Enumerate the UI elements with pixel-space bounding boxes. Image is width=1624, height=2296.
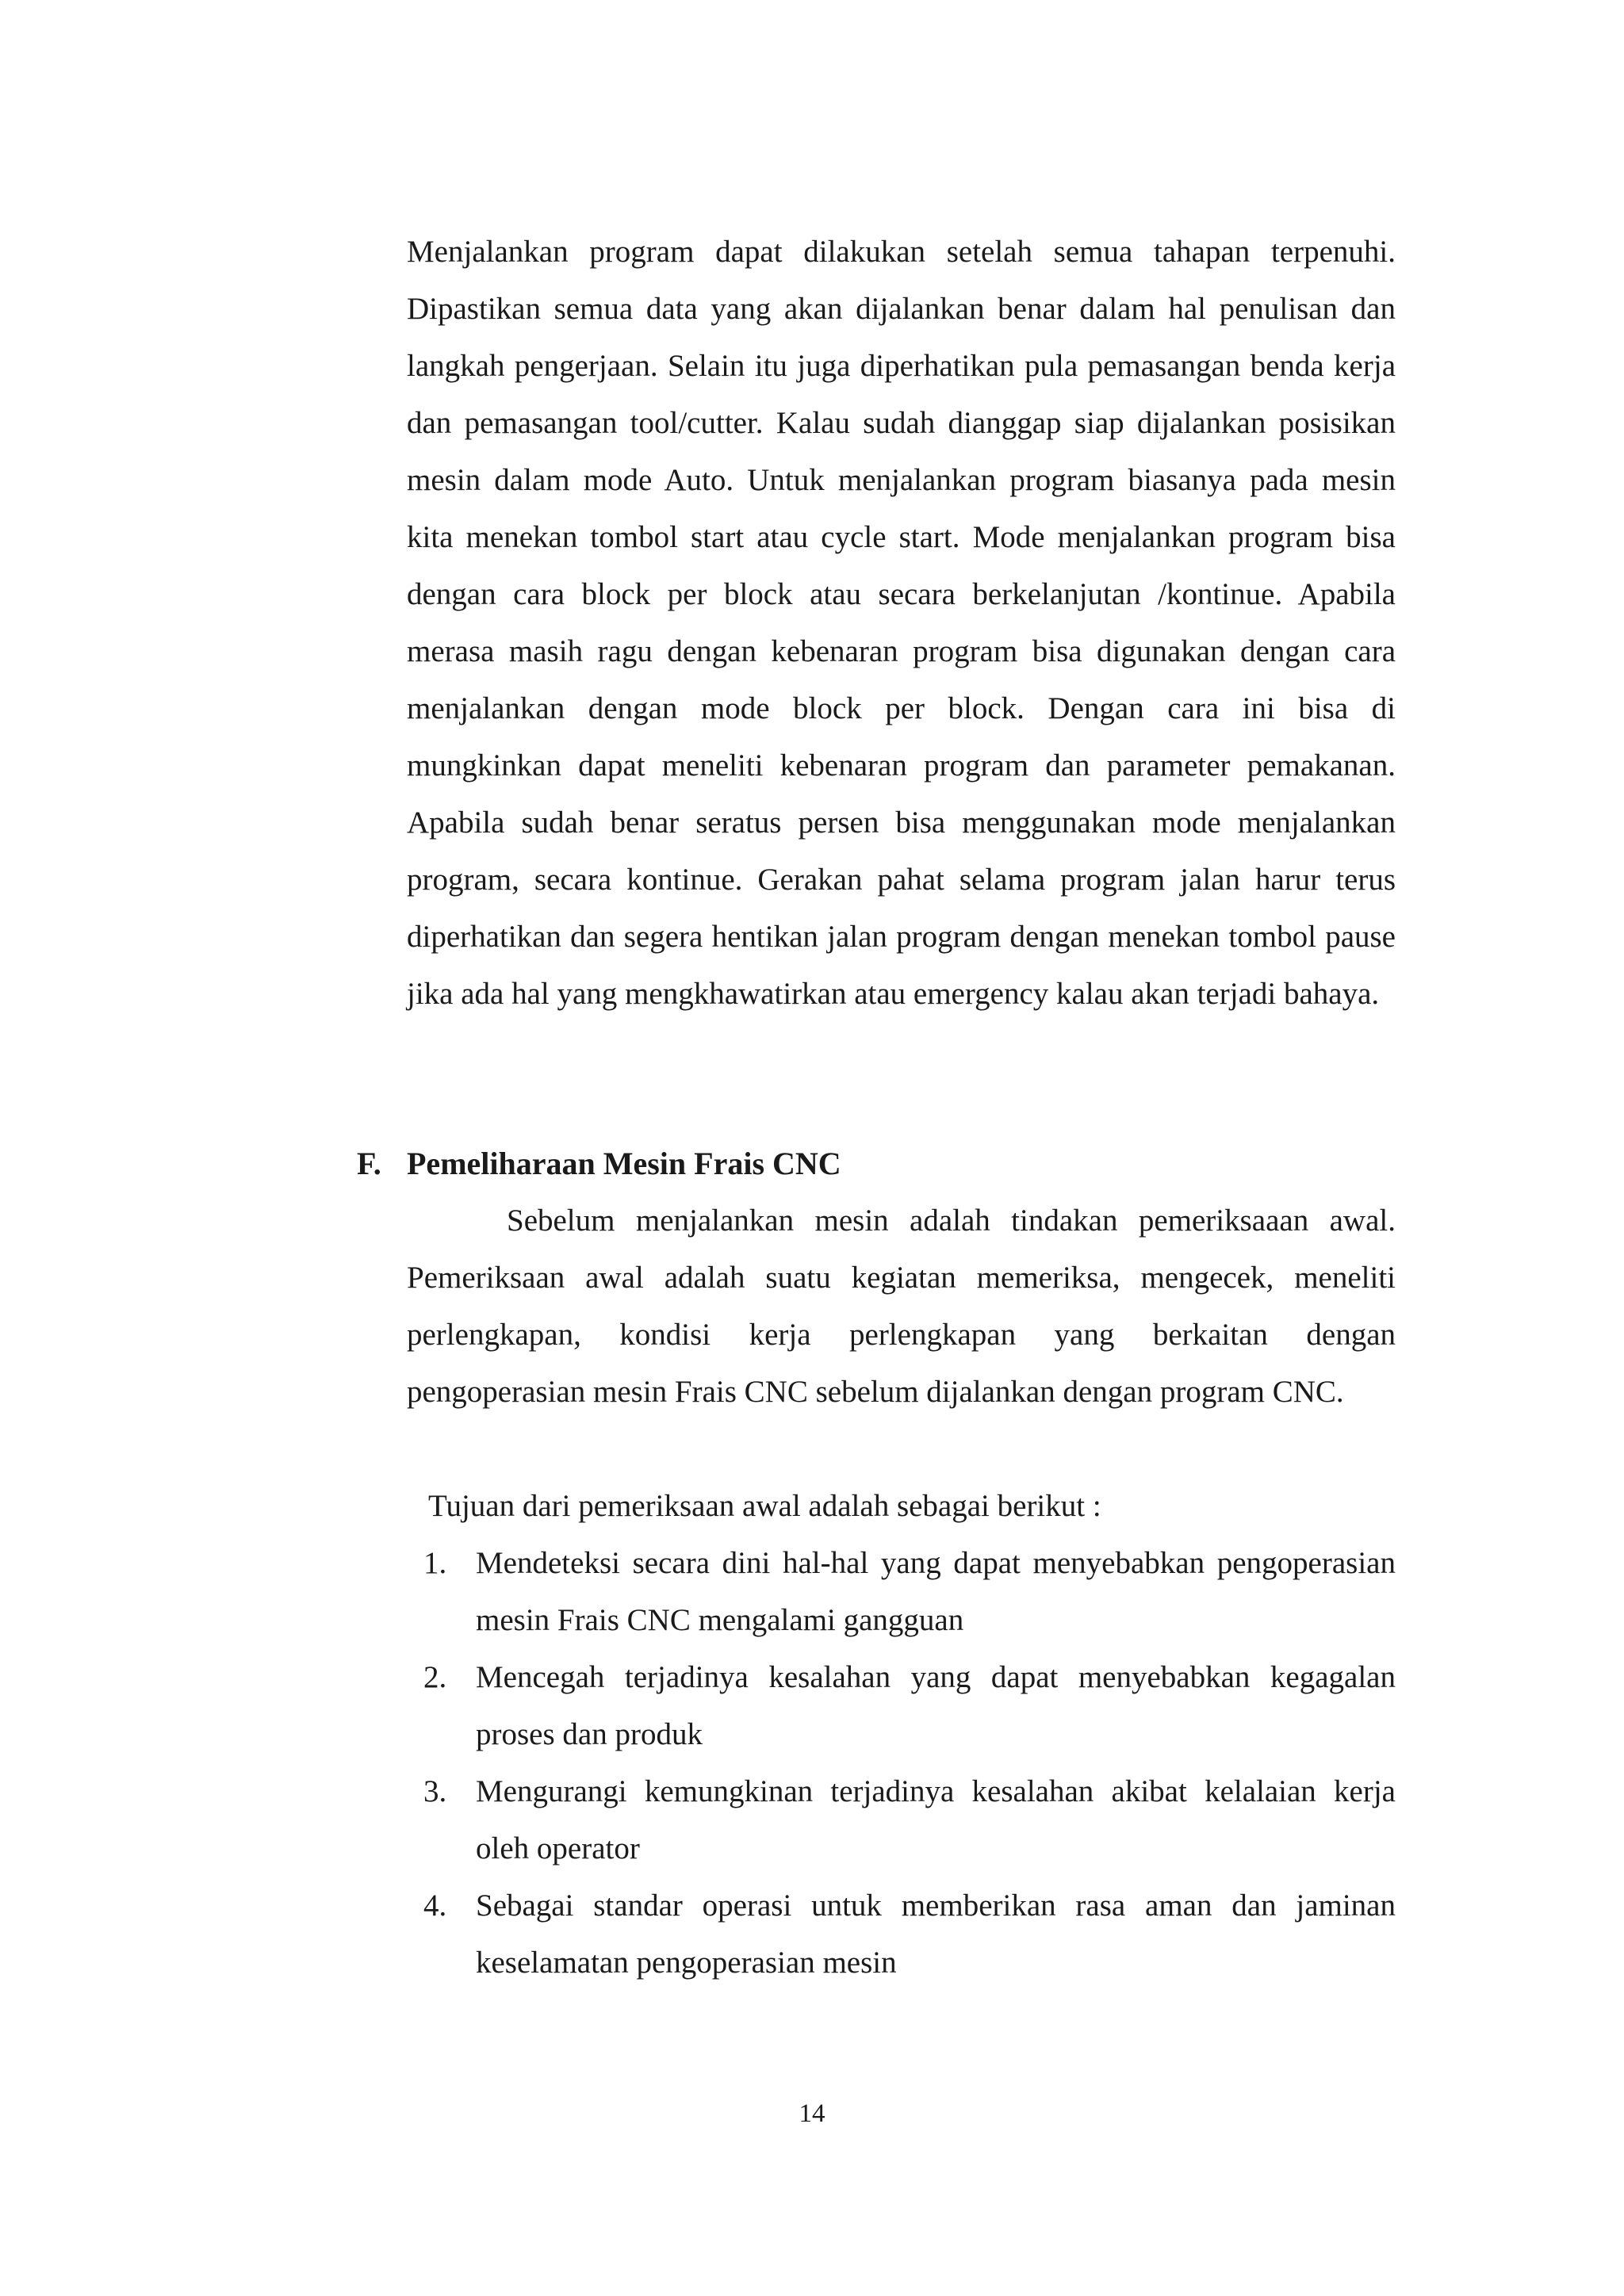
list-item: [423, 1649, 1396, 1763]
section-title: Pemeliharaan Mesin Frais CNC: [407, 1146, 841, 1181]
list-item-number: 2.: [423, 1660, 447, 1694]
goals-list: [423, 1535, 1396, 1992]
section-heading: [357, 1135, 841, 1192]
list-item-number: 4.: [423, 1888, 447, 1923]
page-number: 14: [799, 2099, 825, 2128]
list-item-text: Mengurangi kemungkinan terjadinya kesalahan akibat kelalaian kerja oleh operator: [476, 1774, 1396, 1866]
section-number: F.: [357, 1146, 381, 1181]
list-item-text: Sebagai standar operasi untuk memberikan rasa aman dan jaminan keselamatan pengoperasian mesin: [476, 1888, 1396, 1980]
list-item-text: Mencegah terjadinya kesalahan yang dapat menyebabkan kegagalan proses dan produk: [476, 1660, 1396, 1751]
list-item: [423, 1535, 1396, 1649]
section-paragraph: Sebelum menjalankan mesin adalah tindakan pemeriksaaan awal. Pemeriksaan awal adalah suatu kegiatan memeriksa, mengecek, meneliti perlengkapan, kondisi kerja perlengkapan yang berkaitan dengan pengoperasian mesin Frais CNC sebelum dijalankan dengan program CNC.: [407, 1203, 1396, 1409]
list-item-text: Mendeteksi secara dini hal-hal yang dapat menyebabkan pengoperasian mesin Frais CNC mengalami gangguan: [476, 1546, 1396, 1637]
list-intro: Tujuan dari pemeriksaan awal adalah sebagai berikut :: [428, 1489, 1101, 1523]
list-item: [423, 1763, 1396, 1877]
list-item-number: 3.: [423, 1774, 447, 1808]
list-item-number: 1.: [423, 1546, 447, 1580]
body-paragraph: Menjalankan program dapat dilakukan setelah semua tahapan terpenuhi. Dipastikan semua data yang akan dijalankan benar dalam hal penulisan dan langkah pengerjaan. Selain itu juga diperhatikan pula pemasangan benda kerja dan pemasangan tool/cutter. Kalau sudah dianggap siap dijalankan posisikan mesin dalam mode Auto. Untuk menjalankan program biasanya pada mesin kita menekan tombol start atau cycle start. Mode menjalankan program bisa dengan cara block per block atau secara berkelanjutan /kontinue. Apabila merasa masih ragu dengan kebenaran program bisa digunakan dengan cara menjalankan dengan mode block per block. Dengan cara ini bisa di mungkinkan dapat meneliti kebenaran program dan parameter pemakanan. Apabila sudah benar seratus persen bisa menggunakan mode menjalankan program, secara kontinue. Gerakan pahat selama program jalan harur terus diperhatikan dan segera hentikan jalan program dengan menekan tombol pause jika ada hal yang mengkhawatirkan atau emergency kalau akan terjadi bahaya.: [407, 235, 1396, 1011]
list-item: [423, 1877, 1396, 1992]
